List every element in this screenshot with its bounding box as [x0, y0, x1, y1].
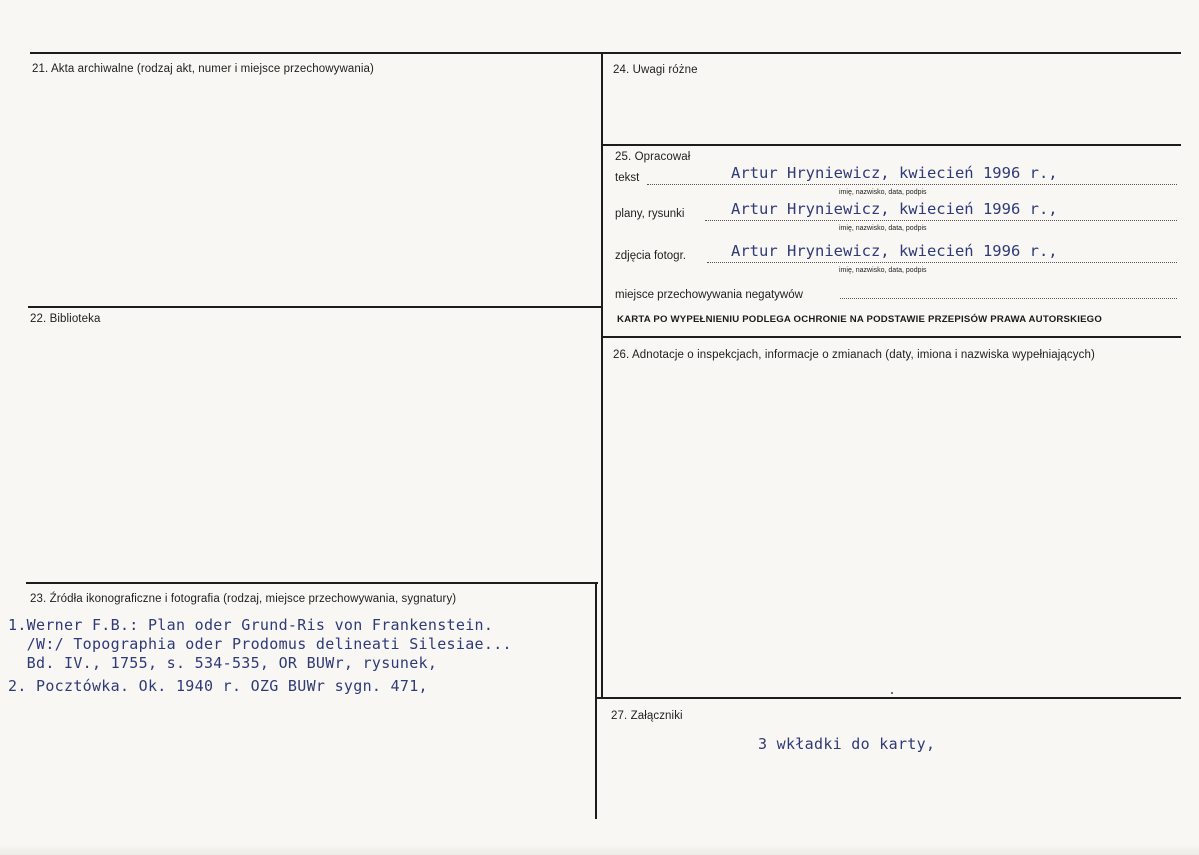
- section-23-entry-1-line-2: /W:/ Topographia oder Prodomus delineati Silesiae...: [8, 635, 512, 653]
- negatives-dotted-line: [840, 298, 1177, 299]
- vertical-rule-lower: [595, 583, 597, 819]
- signature-dotted-line: [707, 262, 1177, 263]
- negatives-label: miejsce przechowywania negatywów: [615, 289, 803, 301]
- top-rule: [30, 52, 1181, 54]
- rule-27: [596, 697, 1181, 699]
- section-27-value: 3 wkładki do karty,: [758, 735, 936, 753]
- stray-dot: [891, 692, 893, 694]
- signature-row-text: [615, 164, 1177, 194]
- section-23-entry-1-line-3: Bd. IV., 1755, s. 534-535, OR BUWr, rysunek,: [8, 654, 438, 672]
- signature-value: Artur Hryniewicz, kwiecień 1996 r.,: [731, 200, 1058, 218]
- negatives-row: [615, 281, 1177, 311]
- section-27-label: 27. Załączniki: [611, 710, 683, 722]
- rule-26: [602, 336, 1181, 338]
- signature-value: Artur Hryniewicz, kwiecień 1996 r.,: [731, 242, 1058, 260]
- signature-caption: imię, nazwisko, data, podpis: [839, 189, 927, 196]
- signature-dotted-line: [705, 220, 1177, 221]
- signature-dotted-line: [647, 184, 1177, 185]
- section-22-label: 22. Biblioteka: [30, 313, 101, 325]
- section-23-entry-2: 2. Pocztówka. Ok. 1940 r. OZG BUWr sygn. 471,: [8, 677, 428, 695]
- section-23-entry-1: 1.Werner F.B.: Plan oder Grund-Ris von Frankenstein.: [8, 616, 494, 634]
- signature-row-label: tekst: [615, 172, 640, 184]
- section-26-label: 26. Adnotacje o inspekcjach, informacje o zmianach (daty, imiona i nazwiska wypełniających): [613, 349, 1095, 361]
- signature-row-label: plany, rysunki: [615, 208, 685, 220]
- section-23-label: 23. Źródła ikonograficzne i fotografia (rodzaj, miejsce przechowywania, sygnatury): [30, 593, 457, 605]
- section-24-label: 24. Uwagi różne: [613, 64, 698, 76]
- signature-row-label: zdjęcia fotogr.: [615, 250, 686, 262]
- signature-row-plans: [615, 200, 1177, 230]
- copyright-notice: KARTA PO WYPEŁNIENIU PODLEGA OCHRONIE NA PODSTAWIE PRZEPISÓW PRAWA AUTORSKIEGO: [617, 314, 1103, 325]
- rule-22: [28, 306, 602, 308]
- signature-caption: imię, nazwisko, data, podpis: [839, 267, 927, 274]
- rule-23: [26, 582, 598, 584]
- section-25-label: 25. Opracował: [615, 151, 691, 163]
- vertical-rule-right-column: [601, 53, 603, 697]
- rule-25: [602, 144, 1181, 146]
- section-21-label: 21. Akta archiwalne (rodzaj akt, numer i miejsce przechowywania): [32, 63, 374, 75]
- signature-row-photos: [615, 242, 1177, 272]
- signature-caption: imię, nazwisko, data, podpis: [839, 225, 927, 232]
- signature-value: Artur Hryniewicz, kwiecień 1996 r.,: [731, 164, 1058, 182]
